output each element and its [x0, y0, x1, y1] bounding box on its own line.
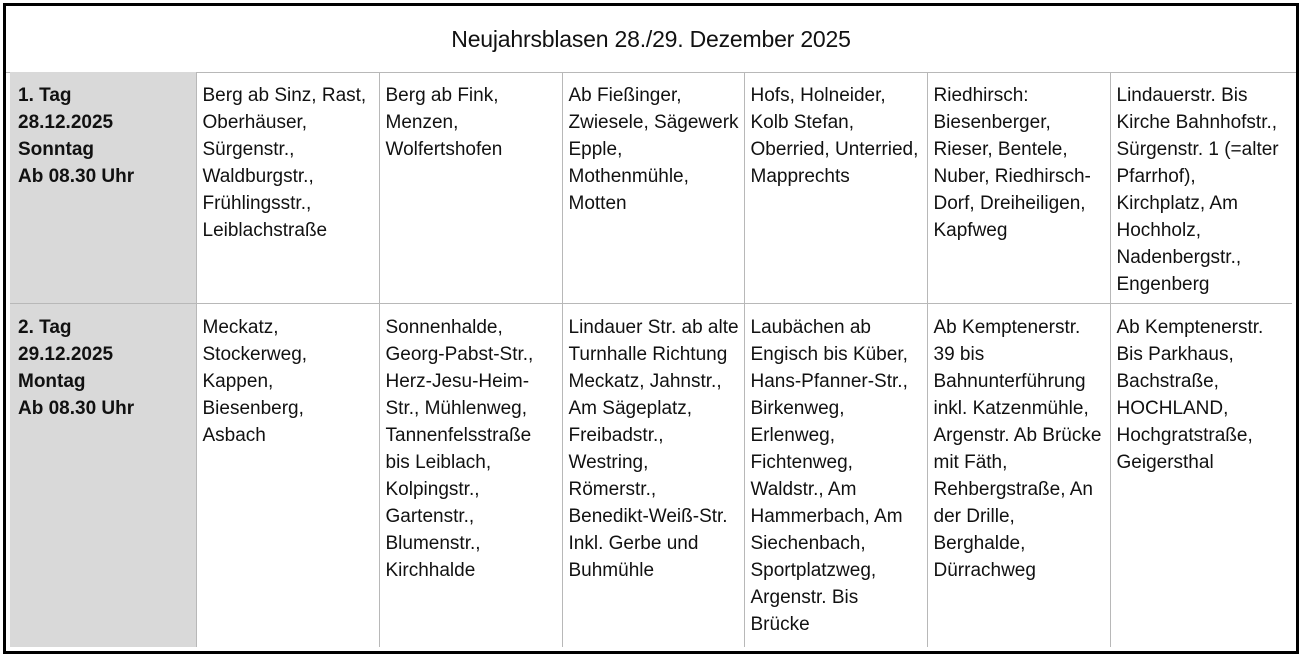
text-line: Berghalde,: [933, 532, 1026, 554]
day-row-2: [10, 303, 1292, 647]
text-line: Birkenweg,: [750, 397, 845, 419]
route-cell: [562, 303, 744, 647]
text-line: Ab Fießinger,: [568, 85, 682, 106]
text-line: Turnhalle Richtung: [568, 343, 728, 365]
text-line: 28.12.2025: [18, 112, 114, 133]
text-line: Waldstr., Am: [750, 478, 857, 500]
text-line: Nadenbergstr.,: [1116, 247, 1242, 268]
text-line: Kirche Bahnhofstr.,: [1116, 112, 1278, 133]
text-line: Hochholz,: [1116, 220, 1201, 241]
text-line: Laubächen ab: [750, 316, 871, 338]
text-line: Epple,: [568, 139, 623, 160]
text-line: Gartenstr.,: [385, 505, 475, 527]
text-line: Kolb Stefan,: [750, 112, 855, 133]
text-line: Georg-Pabst-Str.,: [385, 343, 534, 365]
text-line: Sürgenstr. 1 (=alter: [1116, 139, 1279, 160]
text-line: Sportplatzweg,: [750, 559, 877, 581]
text-line: Hammerbach, Am: [750, 505, 903, 527]
route-cell: [379, 303, 562, 647]
text-line: Kirchhalde: [385, 559, 476, 581]
schedule-table: [10, 72, 1292, 647]
route-cell: [562, 72, 744, 303]
text-line: Lindauerstr. Bis: [1116, 85, 1248, 106]
text-line: Buhmühle: [568, 559, 655, 581]
text-line: Lindauer Str. ab alte: [568, 316, 739, 338]
text-line: Herz-Jesu-Heim-: [385, 370, 530, 392]
text-line: Meckatz,: [202, 316, 279, 338]
text-line: Zwiesele, Sägewerk: [568, 112, 739, 133]
text-line: der Drille,: [933, 505, 1015, 527]
text-line: Riedhirsch:: [933, 85, 1029, 106]
text-line: Meckatz, Jahnstr.,: [568, 370, 722, 392]
text-line: Tannenfelsstraße: [385, 424, 532, 446]
text-line: Bachstraße,: [1116, 370, 1219, 392]
text-line: bis Leiblach,: [385, 451, 492, 473]
text-line: Mapprechts: [750, 166, 850, 187]
route-cell: [744, 303, 927, 647]
text-line: Freibadstr.,: [568, 424, 664, 446]
text-line: Hochgratstraße,: [1116, 424, 1253, 446]
text-line: 1. Tag: [18, 85, 72, 106]
day-row-1: [10, 72, 1292, 303]
text-line: mit Fäth,: [933, 451, 1008, 473]
schedule-frame: [3, 3, 1299, 654]
route-cell: [927, 303, 1110, 647]
text-line: Kolpingstr.,: [385, 478, 480, 500]
day-label-cell: [10, 72, 196, 303]
text-line: Ab Kemptenerstr.: [933, 316, 1081, 338]
schedule-title: Neujahrsblasen 28./29. Dezember 2025: [6, 6, 1296, 73]
route-cell: [1110, 303, 1292, 647]
text-line: Sonntag: [18, 139, 94, 160]
text-line: Rehbergstraße, An: [933, 478, 1093, 500]
text-line: Brücke: [750, 613, 810, 635]
route-cell: [1110, 72, 1292, 303]
route-cell: [744, 72, 927, 303]
text-line: Berg ab Fink,: [385, 85, 499, 106]
text-line: Argenstr. Bis: [750, 586, 859, 608]
text-line: Engisch bis Küber,: [750, 343, 908, 365]
text-line: Engenberg: [1116, 274, 1210, 295]
text-line: Dürrachweg: [933, 559, 1036, 581]
text-line: Inkl. Gerbe und: [568, 532, 699, 554]
text-line: Stockerweg,: [202, 343, 308, 365]
text-line: Bis Parkhaus,: [1116, 343, 1234, 365]
text-line: Bahnunterführung: [933, 370, 1086, 392]
text-line: Menzen,: [385, 112, 459, 133]
text-line: Benedikt-Weiß-Str.: [568, 505, 728, 527]
text-line: Ab 08.30 Uhr: [18, 397, 135, 419]
text-line: Geigersthal: [1116, 451, 1214, 473]
text-line: Siechenbach,: [750, 532, 866, 554]
text-line: Frühlingsstr.,: [202, 193, 312, 214]
route-cell: [927, 72, 1110, 303]
route-cell: [196, 303, 379, 647]
text-line: Sonnenhalde,: [385, 316, 503, 338]
text-line: Ab 08.30 Uhr: [18, 166, 135, 187]
text-line: Asbach: [202, 424, 266, 446]
text-line: Rieser, Bentele,: [933, 139, 1068, 160]
text-line: Dorf, Dreiheiligen,: [933, 193, 1086, 214]
text-line: Erlenweg,: [750, 424, 835, 446]
text-line: Waldburgstr.,: [202, 166, 314, 187]
text-line: Westring,: [568, 451, 649, 473]
text-line: Hans-Pfanner-Str.,: [750, 370, 908, 392]
text-line: Berg ab Sinz, Rast,: [202, 85, 367, 106]
text-line: Str., Mühlenweg,: [385, 397, 528, 419]
text-line: Kirchplatz, Am: [1116, 193, 1238, 214]
text-line: Mothenmühle,: [568, 166, 689, 187]
text-line: Römerstr.,: [568, 478, 657, 500]
text-line: Hofs, Holneider,: [750, 85, 886, 106]
text-line: 29.12.2025: [18, 343, 114, 365]
text-line: Oberried, Unterried,: [750, 139, 919, 160]
route-cell: [379, 72, 562, 303]
text-line: Biesenberger,: [933, 112, 1051, 133]
text-line: Am Sägeplatz,: [568, 397, 693, 419]
route-cell: [196, 72, 379, 303]
day-label-cell: [10, 303, 196, 647]
text-line: Motten: [568, 193, 627, 214]
text-line: Kappen,: [202, 370, 274, 392]
text-line: Biesenberg,: [202, 397, 304, 419]
text-line: Argenstr. Ab Brücke: [933, 424, 1102, 446]
text-line: Montag: [18, 370, 86, 392]
text-line: inkl. Katzenmühle,: [933, 397, 1089, 419]
text-line: 39 bis: [933, 343, 985, 365]
text-line: Wolfertshofen: [385, 139, 503, 160]
text-line: Oberhäuser,: [202, 112, 308, 133]
text-line: Pfarrhof),: [1116, 166, 1196, 187]
text-line: Blumenstr.,: [385, 532, 481, 554]
text-line: Leiblachstraße: [202, 220, 328, 241]
text-line: Kapfweg: [933, 220, 1008, 241]
text-line: Ab Kemptenerstr.: [1116, 316, 1264, 338]
text-line: Nuber, Riedhirsch-: [933, 166, 1091, 187]
text-line: Sürgenstr.,: [202, 139, 295, 160]
text-line: 2. Tag: [18, 316, 72, 338]
text-line: Fichtenweg,: [750, 451, 853, 473]
text-line: HOCHLAND,: [1116, 397, 1229, 419]
